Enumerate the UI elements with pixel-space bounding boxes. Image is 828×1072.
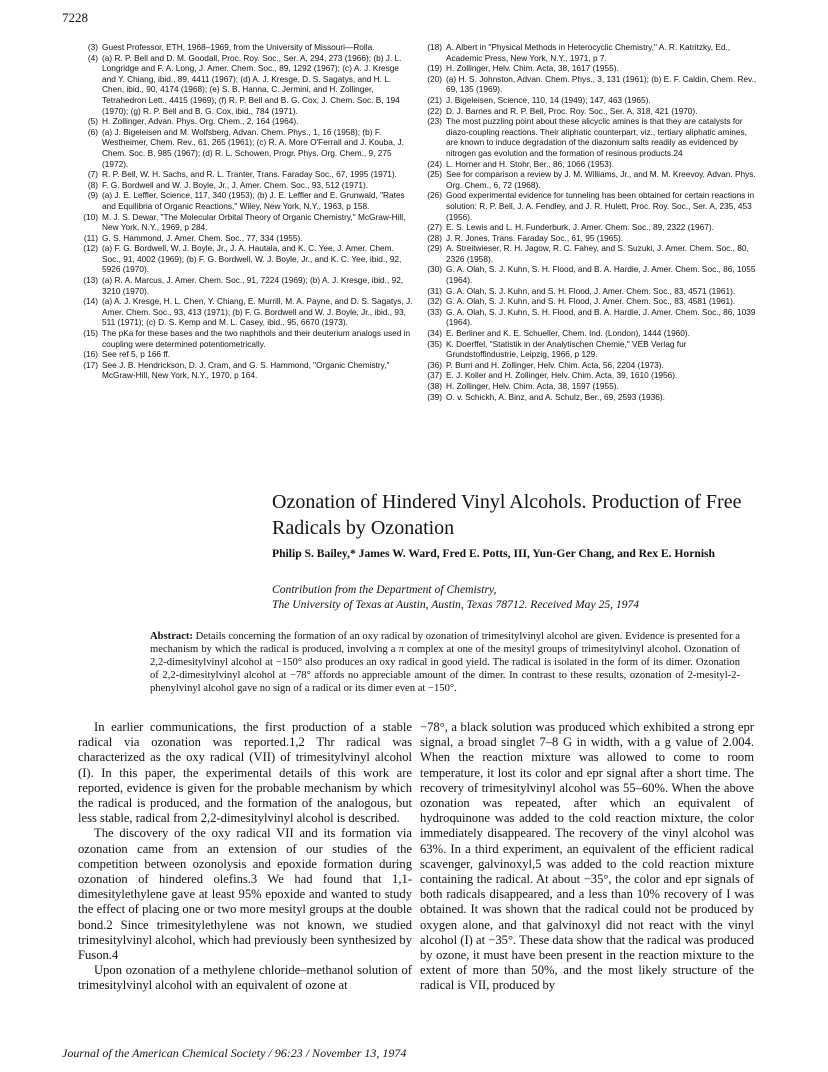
- reference-text: Good experimental evidence for tunneling has been obtained for certain reactions in solution: R. P. Bell, J. A. Fendley, and J. R. Hulett, Proc. Roy. Soc., Ser. A, 235, 453 (1956).: [446, 190, 755, 222]
- reference-number: (10): [83, 211, 98, 222]
- body-paragraph: The discovery of the oxy radical VII and its formation via ozonation came from an extension of our studies of the competition between ozonolysis and epoxide formation during ozonation of hindered olefins.3 We had found that 1,1-dimesitylethylene gave at least 95% epoxide and wanted to study the effect of placing one or two more mesityl groups at the double bond.2 Since trimesitylethylene was not known, we studied trimesitylvinyl alcohol, which had previously been synthesized by Fuson.4: [78, 826, 412, 963]
- reference-item: [78, 212, 414, 233]
- reference-item: [422, 159, 758, 170]
- reference-text: G. A. Olah, S. J. Kuhn, and S. H. Flood, J. Amer. Chem. Soc., 83, 4571 (1961).: [446, 285, 736, 296]
- reference-item: [78, 53, 414, 117]
- reference-text: E. S. Lewis and L. H. Funderburk, J. Amer. Chem. Soc., 89, 2322 (1967).: [446, 222, 714, 233]
- reference-text: D. J. Barnes and R. P. Bell, Proc. Roy. Soc., Ser. A, 318, 421 (1970).: [446, 105, 698, 116]
- body-left-column: [78, 720, 412, 994]
- reference-item: [422, 233, 758, 244]
- reference-text: L. Horner and H. Stohr, Ber., 86, 1066 (1953).: [446, 158, 614, 169]
- reference-number: (11): [83, 232, 98, 243]
- reference-text: H. Zollinger, Helv. Chim. Acta, 38, 1617 (1955).: [446, 63, 619, 74]
- article-title: Ozonation of Hindered Vinyl Alcohols. Production of Free Radicals by Ozonation: [272, 491, 742, 539]
- reference-item: [422, 169, 758, 190]
- reference-number: (8): [87, 179, 98, 190]
- reference-item: [78, 233, 414, 244]
- abstract-text: Details concerning the formation of an oxy radical by ozonation of trimesitylvinyl alcohol are given. Evidence is presented for a mechanism by which the radical is produced, involving a π complex at one of the mesityl groups of trimesitylvinyl alcohol. Ozonation of 2,2-dimesitylvinyl alcohol at −150° also produces an oxy radical in good yield. The radical is isolated in the form of its dimer. Ozonation of 2,2-dimesitylvinyl alcohol at −78° affords no appreciable amount of the dimer. In contrast to these results, ozonation of 2-mesityl-2-phenylvinyl alcohol gave no sign of a radical or its dimer even at −150°.: [150, 631, 740, 694]
- reference-number: (15): [83, 328, 98, 339]
- reference-number: (6): [87, 126, 98, 137]
- reference-number: (33): [427, 306, 442, 317]
- reference-number: (27): [427, 222, 442, 233]
- reference-text: G. A. Olah, S. J. Kuhn, S. H. Flood, and B. A. Hardie, J. Amer. Chem. Soc., 86, 1055 (1964).: [446, 264, 756, 286]
- reference-number: (22): [427, 105, 442, 116]
- reference-item: [78, 127, 414, 169]
- reference-number: (39): [427, 391, 442, 402]
- reference-text: H. Zollinger, Helv. Chim. Acta, 38, 1597 (1955).: [446, 381, 619, 391]
- reference-number: (35): [427, 338, 442, 349]
- reference-item: [422, 116, 758, 158]
- reference-item: [78, 42, 414, 53]
- reference-text: (a) R. A. Marcus, J. Amer. Chem. Soc., 91, 7224 (1969); (b) A. J. Kresge, ibid., 92, 3210 (1970).: [102, 275, 404, 296]
- page-number: 7228: [62, 10, 88, 25]
- reference-text: P. Burri and H. Zollinger, Helv. Chim. Acta, 56, 2204 (1973).: [446, 359, 664, 370]
- reference-number: (5): [87, 116, 98, 127]
- reference-text: See J. B. Hendrickson, D. J. Cram, and G. S. Hammond, "Organic Chemistry," McGraw-Hill, New York, N.Y., 1970, p 164.: [102, 359, 390, 381]
- reference-number: (4): [87, 52, 98, 63]
- reference-text: O. v. Schickh, A. Binz, and A. Schulz, Ber., 69, 2593 (1936).: [446, 391, 665, 402]
- reference-item: [78, 360, 414, 381]
- reference-item: [422, 264, 758, 285]
- reference-text: (a) A. J. Kresge, H. L. Chen, Y. Chiang, E. Murrill, M. A. Payne, and D. S. Sagatys, J. Amer. Chem. Soc., 93, 413 (1971); (b) F. G. Bordwell and W. J. Boyle, Jr., ibid., 93, 511 (1971); (c) D. S. Kemp and M. L. Casey, ibid., 95, 6670 (1973).: [102, 296, 413, 328]
- references-left-column: [78, 42, 414, 381]
- reference-number: (12): [83, 243, 98, 254]
- reference-text: (a) F. G. Bordwell, W. J. Boyle, Jr., J. A. Hautala, and K. C. Yee, J. Amer. Chem. Soc., 91, 4002 (1969); (b) F. G. Bordwell, W. J. Boyle, Jr., and K. C. Yee, ibid., 92, 5926 (1970).: [102, 243, 402, 275]
- reference-number: (18): [427, 42, 442, 52]
- reference-number: (29): [427, 243, 442, 254]
- reference-number: (19): [427, 63, 442, 74]
- affiliation-line-2: The University of Texas at Austin, Austin, Texas 78712. Received May 25, 1974: [272, 598, 640, 611]
- affiliation-line-1: Contribution from the Department of Chemistry,: [272, 583, 497, 596]
- reference-text: (a) J. Bigeleisen and M. Wolfsberg, Advan. Chem. Phys., 1, 16 (1958); (b) F. Westheimer, Chem. Rev., 61, 265 (1961); (c) R. A. More O'Ferrall and J. Kouba, J. Chem. Soc. B, 985 (1967); (d) R. L. Schowen, Progr. Phys. Org. Chem., 9, 275 (1972).: [102, 126, 404, 169]
- reference-number: (26): [427, 190, 442, 201]
- reference-item: [422, 286, 758, 297]
- reference-number: (25): [427, 169, 442, 180]
- reference-item: [78, 296, 414, 328]
- reference-text: Guest Professor, ETH, 1968–1969, from the University of Missouri—Rolla.: [102, 42, 375, 52]
- reference-item: [422, 339, 758, 360]
- reference-text: F. G. Bordwell and W. J. Boyle, Jr., J. Amer. Chem. Soc., 93, 512 (1971).: [102, 179, 369, 190]
- body-paragraph: Upon ozonation of a methylene chloride–methanol solution of trimesitylvinyl alcohol with an equivalent of ozone at: [78, 963, 412, 993]
- reference-item: [422, 74, 758, 95]
- reference-number: (36): [427, 359, 442, 370]
- reference-number: (20): [427, 73, 442, 84]
- references-right-column: [422, 42, 758, 402]
- reference-item: [422, 296, 758, 307]
- reference-text: The pKa for these bases and the two naphthols and their deuterium analogs used in coupling were determined potentiometrically.: [102, 328, 411, 349]
- reference-item: [78, 169, 414, 180]
- reference-text: (a) R. P. Bell and D. M. Goodall, Proc. Roy. Soc., Ser. A, 294, 273 (1966); (b) J. L. Longridge and F. A. Long, J. Amer. Chem. Soc., 89, 1292 (1967); (c) A. J. Kresge and Y. Chiang, ibid., 89, 4411 (1967); (d) A. J. Kresge, D. S. Sagatys, and H. L. Chen, ibid., 90, 4174 (1968); (e) S. B. Hanna, C. Jermini, and H. Zollinger, Tetrahedron Lett., 4415 (1969); (f) R. P. Bell and B. G. Cox, J. Chem. Soc. B, 194 (1970); (g) R. P. Bell and B. G. Cox, ibid., 784 (1971).: [102, 52, 402, 116]
- reference-text: J. Bigeleisen, Science, 110, 14 (1949); 147, 463 (1965).: [446, 94, 651, 105]
- reference-number: (13): [83, 275, 98, 286]
- reference-number: (16): [83, 349, 98, 360]
- reference-number: (23): [427, 116, 442, 127]
- journal-footer: Journal of the American Chemical Society / 96:23 / November 13, 1974: [62, 1046, 407, 1060]
- reference-item: [422, 190, 758, 222]
- reference-number: (3): [87, 42, 98, 52]
- reference-text: A. Streitwieser, R. H. Jagow, R. C. Fahey, and S. Suzuki, J. Amer. Chem. Soc., 80, 2326 (1958).: [446, 243, 749, 264]
- reference-number: (24): [427, 158, 442, 169]
- body-paragraph: −78°, a black solution was produced which exhibited a strong epr signal, a broad singlet 7–8 G in width, with a g value of 2.004. When the reaction mixture was allowed to come to room temperature, it lost its color and epr signal after a short time. The recovery of trimesitylvinyl alcohol was 55–60%. When the above ozonation was repeated, after which an equivalent of hydroquinone was added to the cold reaction mixture, the color immediately disappeared. The recovery of the vinyl alcohol was 63%. In a third experiment, an equivalent of the efficient radical scavenger, galvinoxyl,5 was added to the cold reaction mixture containing the radical. At about −35°, the color and epr signals of both radicals disappeared, and a less than 10% recovery of I was obtained. It was shown that the radical could not be produced by oxygen alone, and that galvinoxyl did not react with the vinyl alcohol (I) at −35°. These data show that the radical was produced by ozone, it must have been present in the reaction mixture to the extent of more than 50%, and the most likely structure of the radical is VII, produced by: [420, 720, 754, 993]
- reference-number: (9): [87, 190, 98, 201]
- reference-item: [78, 275, 414, 296]
- reference-item: [78, 243, 414, 275]
- reference-number: (37): [427, 370, 442, 381]
- reference-item: [78, 180, 414, 191]
- abstract: [150, 631, 740, 696]
- reference-text: A. Albert in "Physical Methods in Heterocyclic Chemistry," A. R. Katritzky, Ed., Academic Press, New York, N.Y., 1971, p 7.: [446, 42, 731, 63]
- reference-item: [422, 95, 758, 106]
- reference-number: (7): [87, 169, 98, 180]
- reference-text: See for comparison a review by J. M. Williams, Jr., and M. M. Kreevoy, Advan. Phys. Org. Chem., 6, 72 (1968).: [446, 169, 756, 190]
- reference-text: H. Zollinger, Advan. Phys. Org. Chem., 2, 164 (1964).: [102, 116, 299, 127]
- reference-item: [422, 222, 758, 233]
- reference-number: (34): [427, 328, 442, 339]
- reference-item: [422, 307, 758, 328]
- reference-text: The most puzzling point about these alicyclic amines is that they are catalysts for diazo-coupling reactions. Their aliphatic counterpart, viz., tertiary aliphatic amines, are known to induce degradation of the diazonium salts readily as evidenced by nitrogen gas evolution and the formation of resinous products.24: [446, 116, 747, 158]
- body-right-column: [420, 720, 754, 994]
- reference-text: See ref 5, p 166 ff.: [102, 349, 171, 360]
- reference-item: [78, 116, 414, 127]
- body-paragraph: In earlier communications, the first production of a stable radical via ozonation was reported.1,2 Thr radical was characterized as the oxy radical (VII) of trimesitylvinyl alcohol (I). In this paper, the experimental details of this work are reported, evidence is given for the probable mechanism by which the radical is produced, and the formation of the analogous, but less stable, radical from 2,2-dimesitylvinyl alcohol is described.: [78, 720, 412, 826]
- reference-item: [422, 106, 758, 117]
- reference-number: (38): [427, 381, 442, 391]
- reference-number: (32): [427, 296, 442, 307]
- reference-text: K. Doerffel, "Statistik in der Analytischen Chemie," VEB Verlag fur Grundstoffindustrie, Leipzig, 1966, p 129.: [446, 338, 687, 360]
- reference-text: J. R. Jones, Trans. Faraday Soc., 61, 95 (1965).: [446, 232, 624, 243]
- author-list: Philip S. Bailey,* James W. Ward, Fred E. Potts, III, Yun-Ger Chang, and Rex E. Hornish: [272, 547, 716, 560]
- reference-number: (31): [427, 285, 442, 296]
- reference-number: (30): [427, 264, 442, 275]
- reference-text: G. A. Olah, S. J. Kuhn, S. H. Flood, and B. A. Hardie, J. Amer. Chem. Soc., 86, 1039 (1964).: [446, 306, 756, 328]
- reference-number: (28): [427, 232, 442, 243]
- affiliation: [272, 582, 752, 612]
- reference-text: G. S. Hammond, J. Amer. Chem. Soc., 77, 334 (1955).: [102, 232, 303, 243]
- reference-item: [422, 243, 758, 264]
- reference-item: [422, 42, 758, 63]
- reference-item: [78, 190, 414, 211]
- reference-text: R. P. Bell, W. H. Sachs, and R. L. Tranter, Trans. Faraday Soc., 67, 1995 (1971).: [102, 169, 397, 180]
- reference-item: [422, 328, 758, 339]
- reference-item: [422, 370, 758, 381]
- reference-text: (a) J. E. Leffler, Science, 117, 340 (1953); (b) J. E. Leffler and E. Grunwald, "Rates and Equilibria of Organic Reactions," Wiley, New York, N.Y., 1963, p 158.: [102, 190, 405, 211]
- reference-item: [78, 328, 414, 349]
- abstract-label: Abstract:: [150, 631, 193, 642]
- reference-text: E. Berliner and K. E. Schueller, Chem. Ind. (London), 1444 (1960).: [446, 328, 690, 339]
- reference-item: [422, 63, 758, 74]
- reference-text: E. J. Koller and H. Zollinger, Helv. Chim. Acta, 39, 1610 (1956).: [446, 370, 678, 381]
- reference-text: M. J. S. Dewar, "The Molecular Orbital Theory of Organic Chemistry," McGraw-Hill, New York, N.Y., 1969, p 284.: [102, 211, 406, 233]
- reference-item: [78, 349, 414, 360]
- reference-number: (17): [83, 359, 98, 370]
- reference-text: G. A. Olah, S. J. Kuhn, and S. H. Flood, J. Amer. Chem. Soc., 83, 4581 (1961).: [446, 296, 736, 307]
- reference-item: [422, 381, 758, 392]
- reference-text: (a) H. S. Johnston, Advan. Chem. Phys., 3, 131 (1961); (b) E. F. Caldin, Chem. Rev., 69, 135 (1969).: [446, 73, 757, 95]
- reference-item: [422, 360, 758, 371]
- reference-number: (14): [83, 296, 98, 307]
- reference-number: (21): [427, 94, 442, 105]
- reference-item: [422, 392, 758, 403]
